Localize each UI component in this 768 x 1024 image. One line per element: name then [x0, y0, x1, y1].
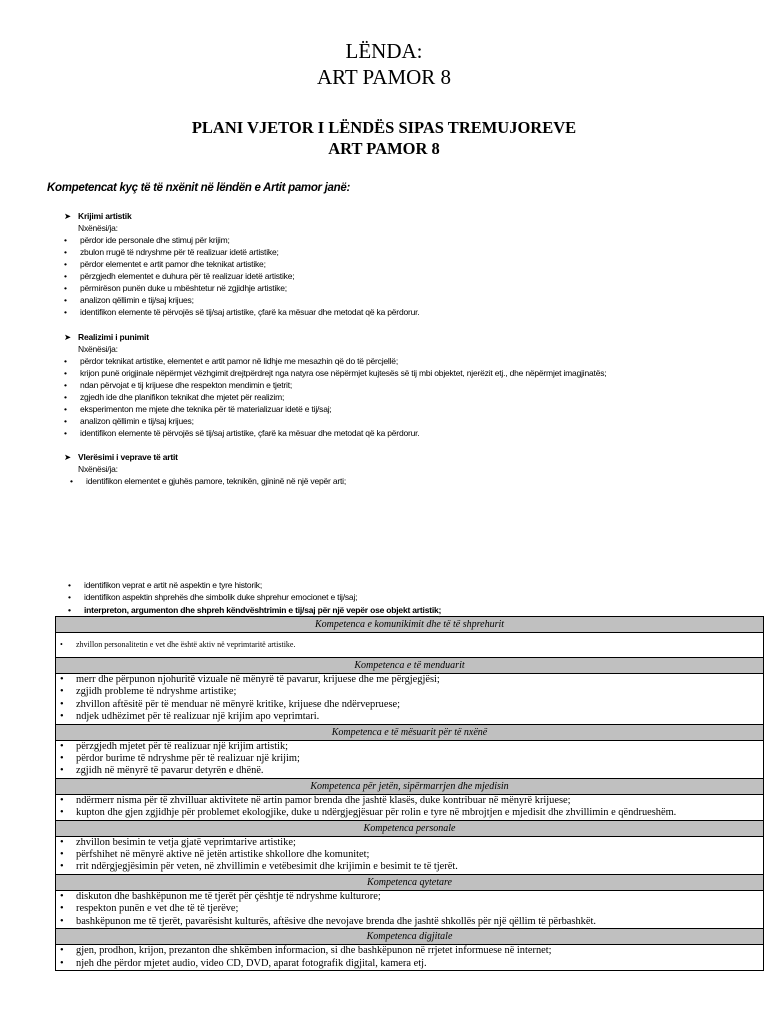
list-item: • përdor elementet e artit pamor dhe teknikat artistike;	[64, 258, 419, 270]
list-item: • përdor teknikat artistike, elementet e artit pamor në lidhje me mesazhin që do të përcjellë;	[64, 355, 606, 367]
list-item: • identifikon elemente të përvojës së tij/saj artistike, çfarë ka mësuar dhe metodat që ka përdorur.	[64, 427, 606, 439]
competence-body	[56, 674, 764, 725]
list-item: • diskuton dhe bashkëpunon me të tjerët për çështje të ndryshme kulturore;	[56, 891, 763, 903]
list-item: • identifikon aspektin shprehës dhe simbolik duke shprehur emocionet e tij/saj;	[68, 591, 441, 603]
list-item: • zgjedh ide dhe planifikon teknikat dhe mjetet për realizim;	[64, 391, 606, 403]
competence-header: Kompetenca digjitale	[56, 929, 764, 945]
section-artistic-creation	[64, 210, 419, 318]
section-subtitle: Nxënësi/ja:	[78, 223, 118, 233]
competence-body	[56, 945, 764, 971]
arrow-bullet-icon: ➤	[64, 452, 71, 462]
section-list	[64, 475, 346, 487]
list-item: • njeh dhe përdor mjetet audio, video CD, DVD, aparat fotografik digjital, kamera etj.	[56, 958, 763, 970]
list-item: • ndërmerr nisma për të zhvilluar aktivitete në artin pamor brenda dhe jashtë klasës, duke kontribuar në mënyrë krijuese;	[56, 795, 763, 807]
section-work-realization	[64, 331, 606, 439]
list-item: • zhvillon aftësitë për të menduar në mënyrë kritike, krijuese dhe ndërvepruese;	[56, 699, 763, 711]
list-item: • interpreton, argumenton dhe shpreh këndvështrimin e tij/saj për një vepër ose objekt artistik;	[68, 604, 441, 616]
list-item: • zgjidh probleme të ndryshme artistike;	[56, 686, 763, 698]
section-title: Vlerësimi i veprave të artit	[78, 452, 178, 462]
competence-header: Kompetenca personale	[56, 820, 764, 836]
competences-table	[55, 616, 764, 971]
list-item: • identifikon veprat e artit në aspektin e tyre historik;	[68, 579, 441, 591]
competence-header: Kompetenca për jetën, sipërmarrjen dhe mjedisin	[56, 778, 764, 794]
arrow-bullet-icon: ➤	[64, 211, 71, 221]
section-title: Krijimi artistik	[78, 211, 132, 221]
competence-header: Kompetenca e të mësuarit për të nxënë	[56, 724, 764, 740]
competences-intro: Kompetencat kyç të të nxënit në lëndën e Artit pamor janë:	[47, 182, 350, 194]
document-title-line1: LËNDA:	[345, 39, 423, 63]
list-item: • identifikon elemente të përvojës së tij/saj artistike, çfarë ka mësuar dhe metodat që ka përdorur.	[64, 306, 419, 318]
list-item: • zgjidh në mënyrë të pavarur detyrën e dhënë.	[56, 765, 763, 777]
list-item: • zbulon rrugë të ndryshme për të realizuar idetë artistike;	[64, 246, 419, 258]
list-item: • përmirëson punën duke u mbështetur në zgjidhje artistike;	[64, 282, 419, 294]
section-list	[64, 355, 606, 439]
list-item: • përdor burime të ndryshme për të realizuar një krijim;	[56, 753, 763, 765]
list-item: • eksperimenton me mjete dhe teknika për të materializuar idetë e tij/saj;	[64, 403, 606, 415]
list-item: • krijon punë origjinale nëpërmjet vëzhgimit drejtpërdrejt nga natyra ose nëpërmjet kujtesës së tij mbi objektet, njerëzit etj., dhe nëpërmjet imagjinatës;	[64, 367, 606, 379]
evaluation-continued-list	[68, 579, 441, 616]
section-artwork-evaluation	[64, 451, 346, 487]
list-item: • gjen, prodhon, krijon, prezanton dhe shkëmben informacion, si dhe bashkëpunon në rrjetet informuese në internet;	[56, 945, 763, 957]
list-item: • respekton punën e vet dhe të të tjerëve;	[56, 903, 763, 915]
competence-body	[56, 633, 764, 658]
list-item: • përdor ide personale dhe stimuj për krijim;	[64, 234, 419, 246]
list-item: • identifikon elementet e gjuhës pamore, teknikën, gjininë në një vepër arti;	[70, 475, 346, 487]
arrow-bullet-icon: ➤	[64, 332, 71, 342]
document-subtitle-line2: ART PAMOR 8	[328, 139, 440, 158]
competence-body	[56, 740, 764, 778]
list-item: • përzgjedh elementet e duhura për të realizuar idetë artistike;	[64, 270, 419, 282]
list-item: • merr dhe përpunon njohuritë vizuale në mënyrë të pavarur, krijuese dhe me përgjegjësi;	[56, 674, 763, 686]
competence-header: Kompetenca e të menduarit	[56, 658, 764, 674]
section-subtitle: Nxënësi/ja:	[78, 344, 118, 354]
list-item: • zhvillon besimin te vetja gjatë veprimtarive artistike;	[56, 837, 763, 849]
list-item: • analizon qëllimin e tij/saj krijues;	[64, 294, 419, 306]
list-item: • analizon qëllimin e tij/saj krijues;	[64, 415, 606, 427]
competence-body	[56, 890, 764, 928]
section-list	[64, 234, 419, 318]
list-item: • bashkëpunon me të tjerët, pavarësisht kulturës, aftësive dhe nevojave brenda dhe jashtë shkollës për një qëllim të përbashkët.	[56, 916, 763, 928]
list-item: • kupton dhe gjen zgjidhje për problemet ekologjike, duke u ndërgjegjësuar për rolin e tyre në mbrojtjen e mjedisit dhe zhvillimin e qëndrueshëm.	[56, 807, 763, 819]
list-item: • ndjek udhëzimet për të realizuar një krijim apo veprimtari.	[56, 711, 763, 723]
section-subtitle: Nxënësi/ja:	[78, 464, 118, 474]
competence-body	[56, 836, 764, 874]
list-item: • zhvillon personalitetin e vet dhe është aktiv në veprimtaritë artistike.	[56, 639, 763, 651]
list-item: • rrit ndërgjegjësimin për veten, në zhvillimin e vetëbesimit dhe krijimin e besimit te të tjerët.	[56, 861, 763, 873]
competence-header: Kompetenca qytetare	[56, 874, 764, 890]
document-title-line2: ART PAMOR 8	[316, 65, 452, 89]
document-subtitle-line1: PLANI VJETOR I LËNDËS SIPAS TREMUJOREVE	[191, 118, 577, 137]
competence-header: Kompetenca e komunikimit dhe të të shprehurit	[56, 617, 764, 633]
list-item: • përzgjedh mjetet për të realizuar një krijim artistik;	[56, 741, 763, 753]
list-item: • përfshihet në mënyrë aktive në jetën artistike shkollore dhe komunitet;	[56, 849, 763, 861]
list-item: • ndan përvojat e tij krijuese dhe respekton mendimin e tjetrit;	[64, 379, 606, 391]
section-title: Realizimi i punimit	[78, 332, 149, 342]
competence-body	[56, 794, 764, 820]
